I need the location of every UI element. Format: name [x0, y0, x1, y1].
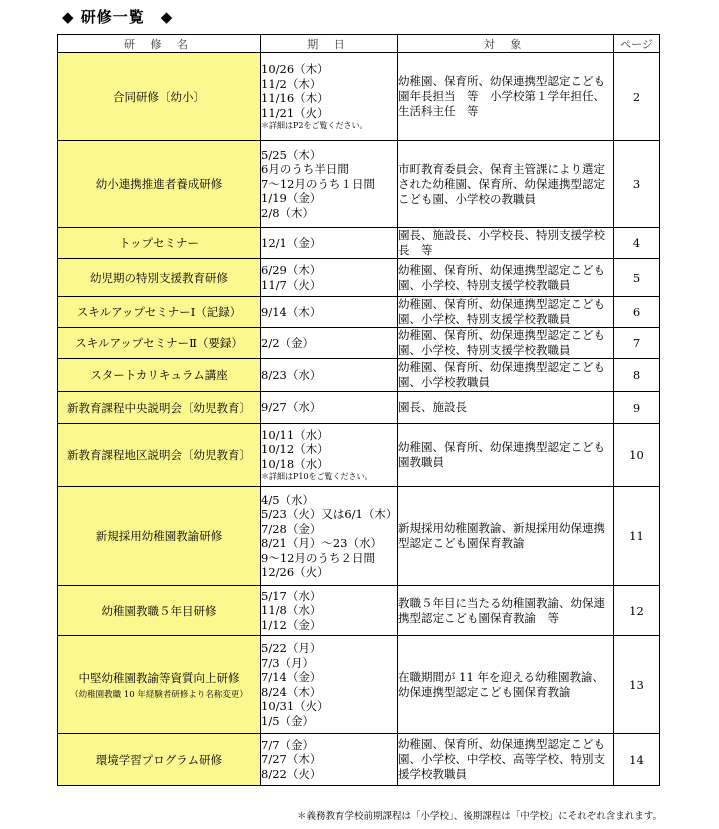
- training-name-subtitle: （幼稚園教職 10 年経験者研修より名称変更）: [70, 689, 248, 700]
- training-name-text: トップセミナー: [118, 236, 200, 250]
- date-line: 4/5（水）: [261, 492, 315, 507]
- training-target: 新規採用幼稚園教諭、新規採用幼保連携型認定こども園保育教諭: [398, 487, 614, 586]
- table-row: [58, 141, 660, 228]
- training-name: [58, 734, 261, 786]
- date-line: 9/27（水）: [261, 400, 322, 415]
- date-line: 11/2（木）: [261, 76, 322, 91]
- date-line: 11/8（水）: [261, 603, 322, 618]
- training-dates: [261, 487, 398, 586]
- date-line: 1/12（金）: [261, 617, 322, 632]
- date-line: 5/25（木）: [261, 147, 322, 162]
- date-line: 10/26（木）: [261, 62, 329, 76]
- page-number: 7: [614, 328, 660, 359]
- training-name: [58, 359, 261, 392]
- page-number: 5: [614, 259, 660, 297]
- training-dates: [261, 586, 398, 636]
- header-name: 研 修 名: [58, 35, 261, 53]
- training-name-text: 中堅幼稚園教諭等資質向上研修: [78, 670, 240, 685]
- training-dates: [261, 297, 398, 328]
- table-row: [58, 259, 660, 297]
- date-line: 8/22（火）: [261, 766, 322, 781]
- table-row: [58, 228, 660, 259]
- training-dates: [261, 228, 398, 259]
- header-page: ページ: [614, 35, 660, 53]
- date-line: 12/1（金）: [261, 235, 322, 250]
- date-line: 8/23（水）: [261, 367, 322, 382]
- page-number: 14: [614, 734, 660, 786]
- training-name: [58, 328, 261, 359]
- training-dates: [261, 734, 398, 786]
- training-name: [58, 141, 261, 228]
- date-line: 11/7（火）: [261, 277, 322, 292]
- date-line: 8/24（木）: [261, 684, 322, 699]
- training-name-text: 幼稚園教職５年目研修: [101, 603, 217, 618]
- date-line: 7～12月のうち１日間: [261, 176, 375, 191]
- training-target: 幼稚園、保育所、幼保連携型認定こども園、小学校教職員: [398, 359, 614, 392]
- training-dates: [261, 328, 398, 359]
- training-target: 園長、施設長、小学校長、特別支援学校長 等: [398, 228, 614, 259]
- date-line: 7/7（金）: [261, 737, 315, 752]
- footnote: ＊義務教育学校前期課程は「小学校」、後期課程は「中学校」にそれぞれ含まれます。: [297, 811, 662, 822]
- table-row: [58, 359, 660, 392]
- page-title: ◆ 研修一覧 ◆: [62, 8, 174, 26]
- page-number: 13: [614, 636, 660, 734]
- table-row: [58, 297, 660, 328]
- training-name: [58, 586, 261, 636]
- page-number: 2: [614, 53, 660, 141]
- table-row: [58, 586, 660, 636]
- table-row: [58, 424, 660, 487]
- page-number: 12: [614, 586, 660, 636]
- training-target: 幼稚園、保育所、幼保連携型認定こども園、小学校、特別支援学校教職員: [398, 328, 614, 359]
- date-line: 12/26（火）: [261, 565, 329, 579]
- training-dates: [261, 392, 398, 424]
- date-line: 7/14（金）: [261, 670, 322, 684]
- table-row: [58, 392, 660, 424]
- date-line: 5/23（火）又は6/1（木）: [261, 507, 398, 521]
- page-number: 6: [614, 297, 660, 328]
- date-line: 6月のうち半日間: [261, 162, 349, 177]
- date-line: 9～12月のうち２日間: [261, 550, 375, 565]
- training-name: [58, 259, 261, 297]
- date-line: 9/14（木）: [261, 304, 322, 319]
- date-note: ＊詳細はP2をご覧ください。: [261, 121, 368, 130]
- date-line: 10/12（木）: [261, 442, 329, 457]
- table-row: [58, 636, 660, 734]
- date-line: 7/27（木）: [261, 752, 322, 767]
- training-name-text: 幼小連携推進者養成研修: [95, 177, 223, 191]
- training-name-text: スタートカリキュラム講座: [90, 368, 228, 382]
- table-row: [58, 53, 660, 141]
- header-target: 対 象: [398, 35, 614, 53]
- date-note: ＊詳細はP10をご覧ください。: [261, 472, 373, 482]
- training-name-text: 合同研修〔幼小〕: [113, 89, 205, 104]
- page-number: 11: [614, 487, 660, 586]
- training-target: 幼稚園、保育所、幼保連携型認定こども園年長担当 等 小学校第１学年担任、生活科主任 等: [398, 53, 614, 141]
- training-dates: [261, 359, 398, 392]
- training-table: [57, 34, 660, 786]
- date-line: 5/22（月）: [261, 641, 322, 655]
- table-header-row: [58, 35, 660, 53]
- training-target: 市町教育委員会、保育主管課により選定された幼稚園、保育所、幼保連携型認定こども園、小学校の教職員: [398, 141, 614, 228]
- training-name: [58, 424, 261, 487]
- date-line: 7/3（月）: [261, 655, 315, 670]
- training-name-text: スキルアップセミナーⅠ（記録）: [76, 305, 242, 319]
- training-target: 在職期間が 11 年を迎える幼稚園教諭、幼保連携型認定こども園保育教諭: [398, 636, 614, 734]
- date-line: 10/31（火）: [261, 699, 329, 713]
- table-row: [58, 328, 660, 359]
- page-number: 3: [614, 141, 660, 228]
- training-target: 幼稚園、保育所、幼保連携型認定こども園、小学校、特別支援学校教職員: [398, 297, 614, 328]
- training-target: 教職５年目に当たる幼稚園教諭、幼保連携型認定こども園保育教諭 等: [398, 586, 614, 636]
- date-line: 11/16（木）: [261, 91, 329, 105]
- training-target: 幼稚園、保育所、幼保連携型認定こども園教職員: [398, 424, 614, 487]
- page-number: 8: [614, 359, 660, 392]
- date-line: 6/29（木）: [261, 263, 322, 277]
- training-name-text: 幼児期の特別支援教育研修: [90, 270, 228, 285]
- date-line: 1/5（金）: [261, 713, 315, 728]
- training-dates: [261, 259, 398, 297]
- date-line: 11/21（火）: [261, 105, 329, 120]
- training-name: [58, 53, 261, 141]
- date-line: 1/19（金）: [261, 191, 322, 206]
- date-line: 2/8（木）: [261, 205, 315, 220]
- training-dates: [261, 53, 398, 141]
- date-line: 7/28（金）: [261, 521, 322, 536]
- date-line: 10/18（水）: [261, 456, 329, 471]
- training-name-text: 新教育課程中央説明会〔幼児教育〕: [67, 400, 251, 415]
- training-target: 園長、施設長: [398, 392, 614, 424]
- training-target: 幼稚園、保育所、幼保連携型認定こども園、小学校、中学校、高等学校、特別支援学校教職員: [398, 734, 614, 786]
- training-name: [58, 392, 261, 424]
- page-number: 9: [614, 392, 660, 424]
- training-name-text: 環境学習プログラム研修: [95, 752, 223, 767]
- training-name-text: スキルアップセミナーⅡ（要録）: [75, 336, 243, 350]
- training-target: 幼稚園、保育所、幼保連携型認定こども園、小学校、特別支援学校教職員: [398, 259, 614, 297]
- table-row: [58, 487, 660, 586]
- date-line: 8/21（月）～23（水）: [261, 536, 382, 550]
- training-name-text: 新規採用幼稚園教諭研修: [95, 529, 223, 543]
- date-line: 10/11（水）: [261, 427, 329, 442]
- training-dates: [261, 141, 398, 228]
- table-row: [58, 734, 660, 786]
- page-number: 4: [614, 228, 660, 259]
- training-name: [58, 297, 261, 328]
- training-name: [58, 487, 261, 586]
- training-dates: [261, 424, 398, 487]
- training-name: [58, 228, 261, 259]
- training-name: [58, 636, 261, 734]
- date-line: 5/17（水）: [261, 588, 322, 603]
- date-line: 2/2（金）: [261, 335, 315, 350]
- header-dates: 期 日: [261, 35, 398, 53]
- training-dates: [261, 636, 398, 734]
- training-name-text: 新教育課程地区説明会〔幼児教育〕: [67, 448, 251, 462]
- page-number: 10: [614, 424, 660, 487]
